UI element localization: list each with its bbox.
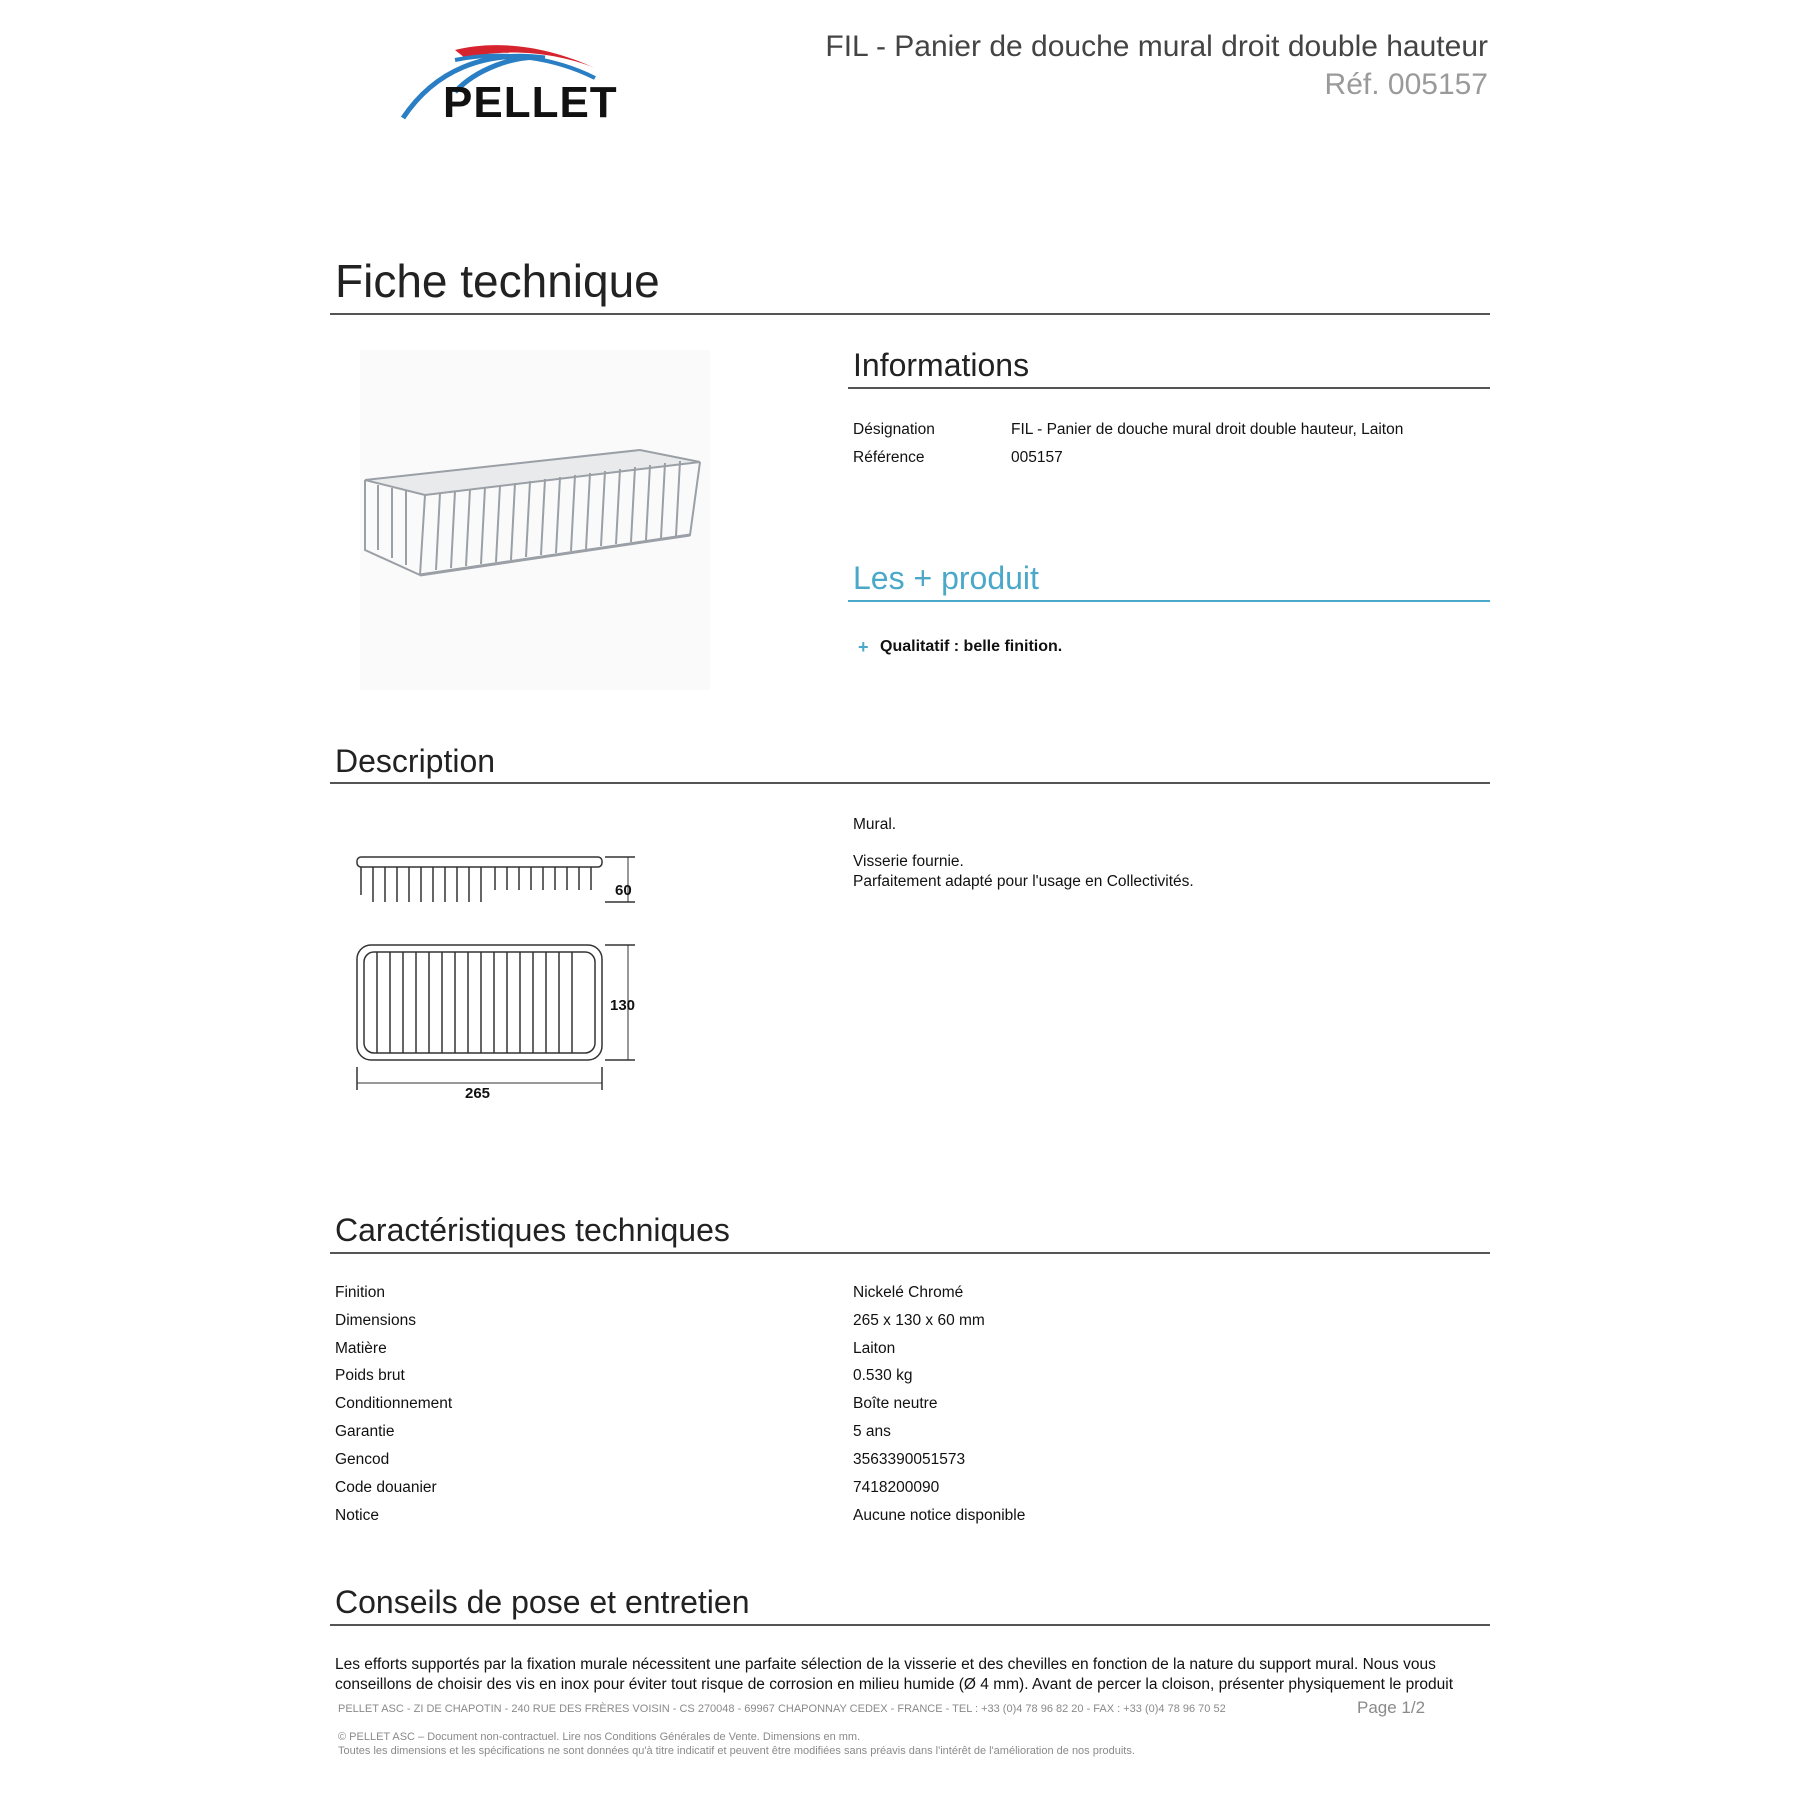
spec-label: Dimensions — [335, 1312, 416, 1329]
plus-icon: + — [858, 637, 869, 657]
dimension-height: 60 — [615, 882, 632, 899]
spec-label: Matière — [335, 1340, 387, 1357]
product-photo — [360, 350, 710, 690]
info-label: Référence — [853, 449, 925, 466]
plus-produit-item: Qualitatif : belle finition. — [880, 638, 1063, 655]
caracteristiques-divider — [330, 1252, 1490, 1254]
description-heading: Description — [335, 743, 496, 779]
spec-value: 265 x 130 x 60 mm — [853, 1312, 985, 1329]
spec-value: 3563390051573 — [853, 1451, 966, 1468]
plus-produit-divider — [848, 600, 1490, 602]
spec-value: 0.530 kg — [853, 1367, 913, 1384]
conseils-divider — [330, 1624, 1490, 1626]
spec-label: Conditionnement — [335, 1395, 453, 1412]
footer-legal: Toutes les dimensions et les spécifications ne sont données qu'à titre indicatif et peuvent être modifiées sans préavis dans l'intérêt de l'amélioration de nos produits. — [338, 1745, 1135, 1757]
spec-label: Poids brut — [335, 1367, 405, 1384]
spec-value: Laiton — [853, 1340, 896, 1357]
description-divider — [330, 782, 1490, 784]
caracteristiques-heading: Caractéristiques techniques — [335, 1212, 730, 1248]
document-title: FIL - Panier de douche mural droit double hauteur — [825, 30, 1488, 63]
spec-label: Notice — [335, 1507, 379, 1524]
footer-address: PELLET ASC - ZI DE CHAPOTIN - 240 RUE DES FRÈRES VOISIN - CS 270048 - 69967 CHAPONNAY CEDEX - FRANCE - TEL : +33 (0)4 78 96 82 20 - FAX : +33 (0)4 78 96 70 52 — [338, 1703, 1226, 1715]
spec-value: 7418200090 — [853, 1479, 940, 1496]
info-label: Désignation — [853, 421, 935, 438]
spec-value: Nickelé Chromé — [853, 1284, 964, 1301]
brand-logo — [395, 40, 635, 130]
footer-legal: © PELLET ASC – Document non-contractuel. Lire nos Conditions Générales de Vente. Dimensions en mm. — [338, 1731, 861, 1743]
spec-label: Finition — [335, 1284, 385, 1301]
conseils-heading: Conseils de pose et entretien — [335, 1584, 750, 1620]
spec-value: Boîte neutre — [853, 1395, 938, 1412]
dimension-depth: 130 — [610, 997, 636, 1014]
plus-produit-heading: Les + produit — [853, 560, 1039, 596]
conseils-text: Les efforts supportés par la fixation murale nécessitent une parfaite sélection de la visserie et des chevilles en fonction de la nature du support mural. Nous vous — [335, 1656, 1436, 1673]
description-line: Parfaitement adapté pour l'usage en Collectivités. — [853, 873, 1194, 890]
spec-label: Code douanier — [335, 1479, 437, 1496]
reference-number: Réf. 005157 — [1324, 68, 1488, 101]
description-line: Visserie fournie. — [853, 853, 964, 870]
dimension-width: 265 — [465, 1085, 491, 1102]
informations-heading: Informations — [853, 347, 1030, 383]
info-value: FIL - Panier de douche mural droit double hauteur, Laiton — [1011, 421, 1404, 438]
informations-divider — [848, 387, 1490, 389]
dimension-drawing — [345, 845, 645, 1105]
title-divider — [330, 313, 1490, 315]
info-value: 005157 — [1011, 449, 1063, 466]
description-line: Mural. — [853, 816, 897, 833]
spec-value: 5 ans — [853, 1423, 891, 1440]
brand-name: PELLET — [443, 78, 618, 127]
spec-value: Aucune notice disponible — [853, 1507, 1026, 1524]
spec-label: Garantie — [335, 1423, 395, 1440]
page-number: Page 1/2 — [1357, 1698, 1426, 1717]
conseils-text: conseillons de choisir des vis en inox pour éviter tout risque de corrosion en milieu humide (Ø 4 mm). Avant de percer la cloison, présenter physiquement le produit — [335, 1676, 1454, 1693]
page-title: Fiche technique — [335, 255, 660, 307]
spec-label: Gencod — [335, 1451, 390, 1468]
